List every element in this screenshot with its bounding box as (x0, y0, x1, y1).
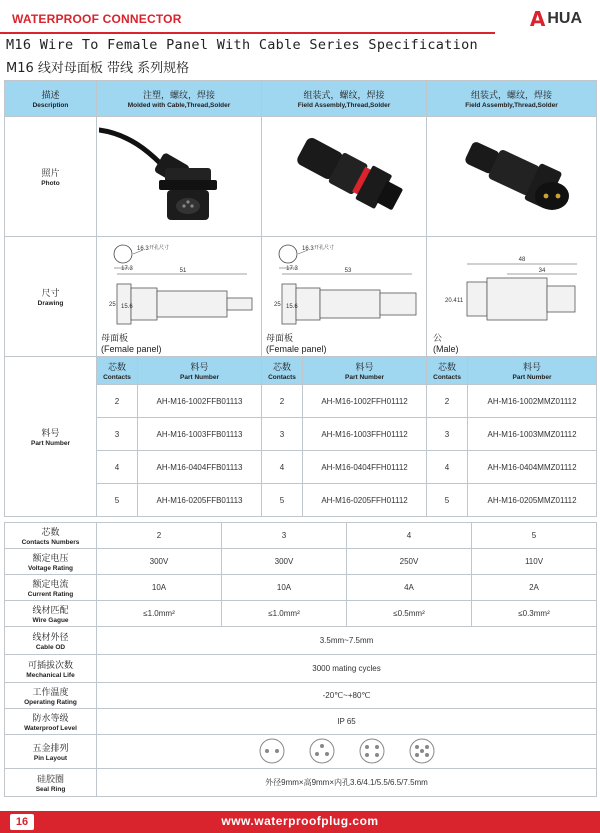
part-number-cell: AH-M16-1002FFH01112 (303, 385, 427, 418)
spec-table-lower (4, 522, 597, 797)
logo-word: HUA (547, 10, 582, 27)
spec-value: 300V (222, 549, 347, 575)
dim-h1: 25 (109, 301, 116, 308)
connector-photo-field-female (264, 122, 424, 232)
drawing-caption-2: 母面板 (Female panel) (266, 332, 327, 354)
spec-value: IP 65 (97, 709, 597, 735)
wp-label: 防水等级 Waterproof Level (5, 709, 97, 735)
drawing-3 (427, 237, 597, 357)
contacts-cell: 5 (262, 484, 303, 517)
row-seal (5, 769, 597, 797)
contacts-head-1: 芯数 Contacts (97, 357, 138, 385)
spec-value: ≤1.0mm² (97, 601, 222, 627)
photo-3 (427, 117, 597, 237)
spec-value: -20℃~+80℃ (97, 683, 597, 709)
part-number-cell: AH-M16-0205FFB01113 (138, 484, 262, 517)
part-number-cell: AH-M16-1002FFB01113 (138, 385, 262, 418)
contacts-cell: 2 (427, 385, 468, 418)
spec-value: ≤0.5mm² (347, 601, 472, 627)
row-description (5, 81, 597, 117)
pn-head-3: 料号 Part Number (468, 357, 597, 385)
part-number-cell: AH-M16-0404MMZ01112 (468, 451, 597, 484)
row-mech (5, 655, 597, 683)
dim-h2: 15.6 (286, 303, 298, 310)
voltage-label: 额定电压 Voltage Rating (5, 549, 97, 575)
contacts-cell: 3 (97, 418, 138, 451)
contacts-cell: 3 (427, 418, 468, 451)
spec-value: ≤0.3mm² (472, 601, 597, 627)
row-voltage (5, 549, 597, 575)
contacts-cell: 2 (97, 385, 138, 418)
page-number: 16 (10, 814, 34, 830)
dim-len: 53 (344, 267, 352, 274)
desc-label: 描述 Description (5, 81, 97, 117)
temp-label: 工作温度 Operating Rating (5, 683, 97, 709)
dim-len: 51 (179, 267, 187, 274)
spec-value: 3 (222, 523, 347, 549)
row-wp (5, 709, 597, 735)
wire-label: 线材匹配 Wire Gague (5, 601, 97, 627)
spec-value: 10A (97, 575, 222, 601)
cableod-label: 线材外径 Cable OD (5, 627, 97, 655)
dim-h1: 20.4 (445, 297, 457, 304)
dim-len2: 34 (538, 267, 546, 274)
row-pin (5, 735, 597, 769)
col-desc-1: 注塑，螺纹，焊接 Molded with Cable,Thread,Solder (97, 81, 262, 117)
connector-photo-molded (99, 122, 259, 232)
pn-head-2: 料号 Part Number (303, 357, 427, 385)
page-title-cn: M16 线对母面板 带线 系列规格 (6, 61, 190, 76)
part-number-cell: AH-M16-1003FFB01113 (138, 418, 262, 451)
contacts-cell: 4 (262, 451, 303, 484)
drawing-caption-1: 母面板 (Female panel) (101, 332, 162, 354)
spec-value: 110V (472, 549, 597, 575)
pn-head-1: 料号 Part Number (138, 357, 262, 385)
spec-value: 250V (347, 549, 472, 575)
part-number-cell: AH-M16-0404FFB01113 (138, 451, 262, 484)
logo-mark: A (529, 7, 546, 31)
spec-value: 4 (347, 523, 472, 549)
col-desc-3: 组装式，螺纹，焊接 Field Assembly,Thread,Solder (427, 81, 597, 117)
contacts-cell: 3 (262, 418, 303, 451)
website-link[interactable]: www.waterproofplug.com (221, 814, 379, 828)
pin-layout-cell (97, 735, 597, 769)
drawing-2 (262, 237, 427, 357)
section-label: WATERPROOF CONNECTOR (12, 12, 182, 26)
dim-d2: 16.3 (302, 245, 314, 252)
dim-d1: 17.3 (121, 265, 133, 272)
dim-d2: 16.3 (137, 245, 149, 252)
footer-bar (0, 811, 600, 833)
drawing-1 (97, 237, 262, 357)
photo-1 (97, 117, 262, 237)
part-number-cell: AH-M16-1003FFH01112 (303, 418, 427, 451)
top-bar (0, 8, 600, 30)
part-number-cell: AH-M16-1002MMZ01112 (468, 385, 597, 418)
mech-label: 可插拔次数 Mechanical Life (5, 655, 97, 683)
drawing-label: 尺寸 Drawing (5, 237, 97, 357)
connector-photo-field-male (432, 122, 592, 232)
dim-h2: 11 (457, 297, 464, 304)
spec-value: 5 (472, 523, 597, 549)
spec-value: 外径9mm×高9mm×内孔3.6/4.1/5.5/6.5/7.5mm (97, 769, 597, 797)
col-desc-2: 组装式，螺纹，焊接 Field Assembly,Thread,Solder (262, 81, 427, 117)
row-contacts (5, 523, 597, 549)
pin-label: 五金排列 Pin Layout (5, 735, 97, 769)
contacts-label: 芯数 Contacts Numbers (5, 523, 97, 549)
spec-value: 10A (222, 575, 347, 601)
row-current (5, 575, 597, 601)
contacts-cell: 5 (97, 484, 138, 517)
seal-label: 硅胶圈 Seal Ring (5, 769, 97, 797)
contacts-head-3: 芯数 Contacts (427, 357, 468, 385)
row-temp (5, 683, 597, 709)
spec-value: 3.5mm~7.5mm (97, 627, 597, 655)
brand-logo (530, 6, 582, 32)
dim-h1: 25 (274, 301, 281, 308)
part-number-cell: AH-M16-0404FFH01112 (303, 451, 427, 484)
row-part-header (5, 357, 597, 385)
spec-value: 2 (97, 523, 222, 549)
page-title-en: M16 Wire To Female Panel With Cable Series Specification (6, 37, 478, 53)
spec-value: 300V (97, 549, 222, 575)
drawing-caption-3: 公 (Male) (433, 332, 459, 354)
spec-table (4, 80, 597, 517)
spec-value: 4A (347, 575, 472, 601)
header-rule (0, 32, 495, 34)
cutout-label: 开孔尺寸 (149, 244, 170, 251)
contacts-cell: 2 (262, 385, 303, 418)
spec-value: 2A (472, 575, 597, 601)
contacts-cell: 4 (97, 451, 138, 484)
pin-layout-icons (247, 736, 447, 766)
contacts-cell: 5 (427, 484, 468, 517)
dim-h2: 15.6 (121, 303, 133, 310)
photo-label: 照片 Photo (5, 117, 97, 237)
dim-d1: 17.3 (286, 265, 298, 272)
contacts-cell: 4 (427, 451, 468, 484)
current-label: 额定电流 Current Rating (5, 575, 97, 601)
row-photo (5, 117, 597, 237)
part-number-cell: AH-M16-0205FFH01112 (303, 484, 427, 517)
cutout-label: 开孔尺寸 (314, 244, 335, 251)
row-wire (5, 601, 597, 627)
spec-value: 3000 mating cycles (97, 655, 597, 683)
contacts-head-2: 芯数 Contacts (262, 357, 303, 385)
partno-label: 料号 Part Number (5, 357, 97, 517)
row-drawing (5, 237, 597, 357)
spec-value: ≤1.0mm² (222, 601, 347, 627)
part-number-cell: AH-M16-1003MMZ01112 (468, 418, 597, 451)
photo-2 (262, 117, 427, 237)
row-cableod (5, 627, 597, 655)
part-number-cell: AH-M16-0205MMZ01112 (468, 484, 597, 517)
dim-len: 48 (518, 256, 526, 263)
